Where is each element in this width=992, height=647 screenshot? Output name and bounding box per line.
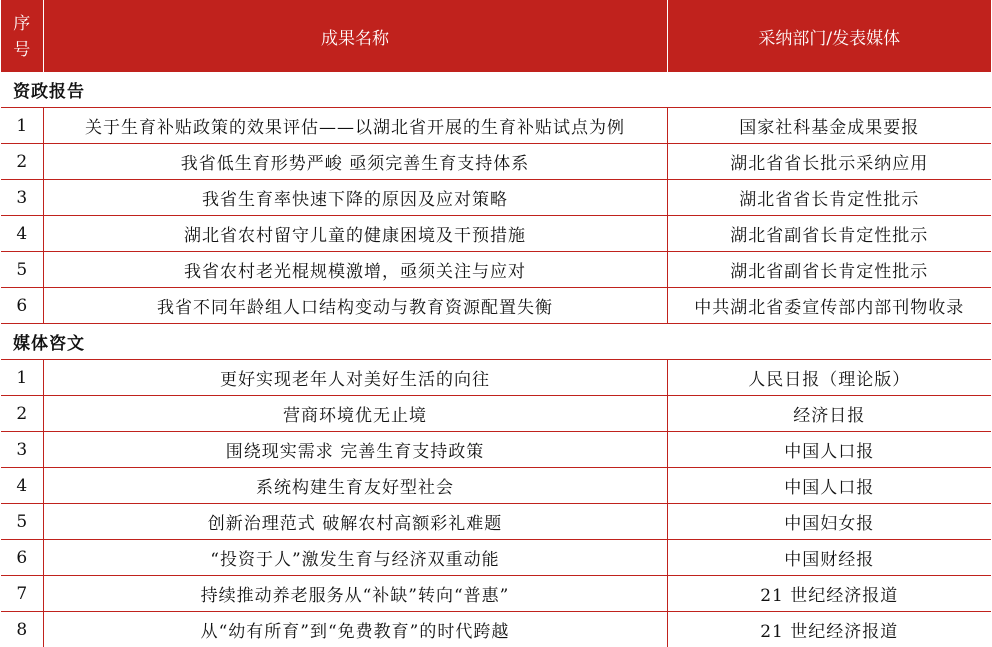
row-number: 6: [1, 288, 43, 324]
row-title: 更好实现老年人对美好生活的向往: [43, 360, 667, 396]
row-source: 21 世纪经济报道: [667, 576, 991, 612]
section-row: [1, 72, 991, 108]
row-source: 湖北省省长肯定性批示: [667, 180, 991, 216]
row-source: 中国财经报: [667, 540, 991, 576]
row-source: 人民日报（理论版）: [667, 360, 991, 396]
row-title: 从“幼有所育”到“免费教育”的时代跨越: [43, 612, 667, 647]
table-row: [1, 576, 991, 612]
table-row: [1, 432, 991, 468]
table-header-row: [1, 0, 991, 72]
row-title: 营商环境优无止境: [43, 396, 667, 432]
table-row: [1, 108, 991, 144]
row-number: 7: [1, 576, 43, 612]
row-title: 创新治理范式 破解农村高额彩礼难题: [43, 504, 667, 540]
header-name: 成果名称: [43, 0, 667, 72]
row-number: 6: [1, 540, 43, 576]
row-number: 4: [1, 216, 43, 252]
row-source: 中国人口报: [667, 432, 991, 468]
header-seq-line1: 序: [1, 11, 43, 37]
table-row: [1, 468, 991, 504]
table-row: [1, 396, 991, 432]
row-number: 2: [1, 144, 43, 180]
section-row: [1, 324, 991, 360]
table-row: [1, 180, 991, 216]
row-source: 湖北省副省长肯定性批示: [667, 252, 991, 288]
row-source: 湖北省副省长肯定性批示: [667, 216, 991, 252]
section-title: 资政报告: [1, 72, 991, 108]
row-source: 中共湖北省委宣传部内部刊物收录: [667, 288, 991, 324]
row-number: 3: [1, 180, 43, 216]
table-row: [1, 144, 991, 180]
row-number: 1: [1, 108, 43, 144]
row-title: 围绕现实需求 完善生育支持政策: [43, 432, 667, 468]
table-row: [1, 540, 991, 576]
row-number: 5: [1, 504, 43, 540]
row-title: 我省农村老光棍规模激增，亟须关注与应对: [43, 252, 667, 288]
section-title: 媒体咨文: [1, 324, 991, 360]
results-table: [1, 0, 991, 647]
row-source: 湖北省省长批示采纳应用: [667, 144, 991, 180]
table-row: [1, 288, 991, 324]
row-source: 21 世纪经济报道: [667, 612, 991, 647]
row-source: 中国人口报: [667, 468, 991, 504]
header-seq-line2: 号: [1, 37, 43, 63]
table-row: [1, 216, 991, 252]
row-source: 中国妇女报: [667, 504, 991, 540]
row-number: 3: [1, 432, 43, 468]
row-title: 湖北省农村留守儿童的健康困境及干预措施: [43, 216, 667, 252]
table-row: [1, 360, 991, 396]
table-row: [1, 252, 991, 288]
table-row: [1, 612, 991, 647]
row-number: 8: [1, 612, 43, 647]
row-number: 5: [1, 252, 43, 288]
row-title: “投资于人”激发生育与经济双重动能: [43, 540, 667, 576]
row-source: 经济日报: [667, 396, 991, 432]
row-title: 持续推动养老服务从“补缺”转向“普惠”: [43, 576, 667, 612]
row-title: 关于生育补贴政策的效果评估——以湖北省开展的生育补贴试点为例: [43, 108, 667, 144]
row-number: 4: [1, 468, 43, 504]
row-title: 我省生育率快速下降的原因及应对策略: [43, 180, 667, 216]
row-number: 1: [1, 360, 43, 396]
row-number: 2: [1, 396, 43, 432]
row-source: 国家社科基金成果要报: [667, 108, 991, 144]
row-title: 我省低生育形势严峻 亟须完善生育支持体系: [43, 144, 667, 180]
row-title: 我省不同年龄组人口结构变动与教育资源配置失衡: [43, 288, 667, 324]
row-title: 系统构建生育友好型社会: [43, 468, 667, 504]
header-seq: [1, 0, 43, 72]
header-source: 采纳部门/发表媒体: [667, 0, 991, 72]
table-row: [1, 504, 991, 540]
